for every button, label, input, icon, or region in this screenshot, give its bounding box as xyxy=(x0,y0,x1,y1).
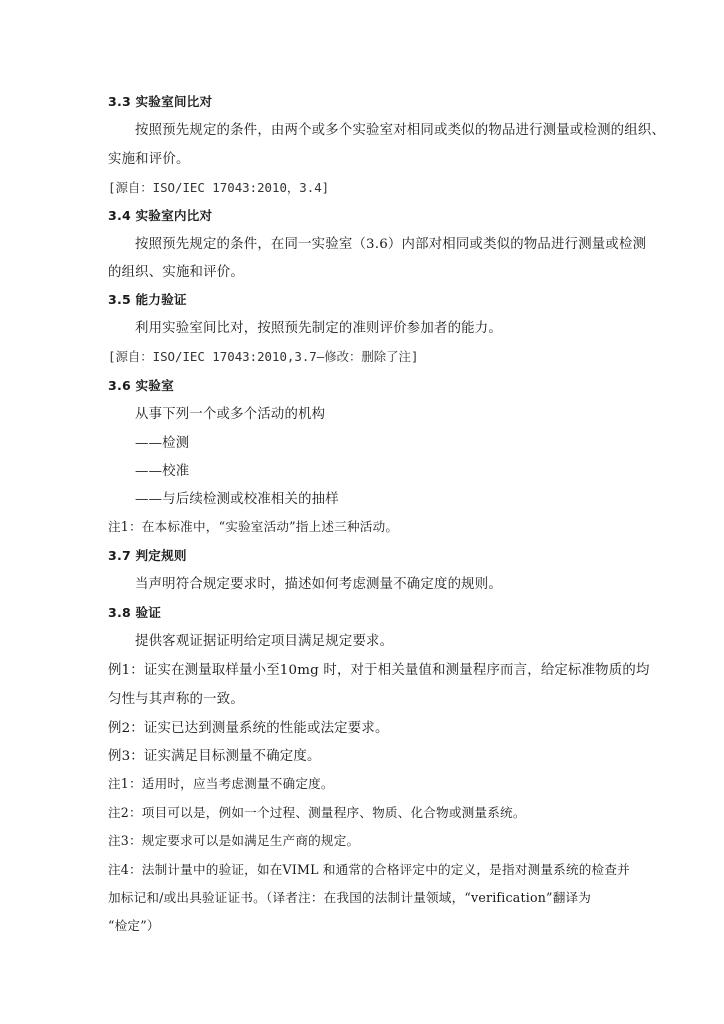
example-line: 例2：证实已达到测量系统的性能或法定要求。 xyxy=(108,721,389,736)
paragraph-line: 实施和评价。 xyxy=(108,152,190,167)
paragraph-line: 从事下列一个或多个活动的机构 xyxy=(135,407,326,422)
note-line: “检定”） xyxy=(108,918,160,933)
paragraph-line: 提供客观证据证明给定项目满足规定要求。 xyxy=(135,634,394,649)
section-heading-3-7: 3.7 判定规则 xyxy=(108,548,187,563)
source-citation: [源自：ISO/IEC 17043:2010，3.4] xyxy=(108,180,330,195)
section-heading-3-5: 3.5 能力验证 xyxy=(108,292,187,307)
list-item: ——检测 xyxy=(135,436,190,451)
note-line: 注1：适用时，应当考虑测量不确定度。 xyxy=(108,776,334,791)
paragraph-line: 按照预先规定的条件，在同一实验室（3.6）内部对相同或类似的物品进行测量或检测 xyxy=(135,237,647,252)
note-line: 注4：法制计量中的验证，如在VIML 和通常的合格评定中的定义，是指对测量系统的检查并 xyxy=(108,862,630,877)
section-heading-3-8: 3.8 验证 xyxy=(108,605,162,620)
paragraph-line: 的组织、实施和评价。 xyxy=(108,265,244,280)
list-item: ——与后续检测或校准相关的抽样 xyxy=(135,492,339,507)
note-line: 注1：在本标准中，“实验室活动”指上述三种活动。 xyxy=(108,519,399,534)
note-line: 注3：规定要求可以是如满足生产商的规定。 xyxy=(108,833,360,848)
example-line: 匀性与其声称的一致。 xyxy=(108,692,244,707)
source-citation: [源自：ISO/IEC 17043:2010,3.7—修改：删除了注] xyxy=(108,349,419,364)
section-heading-3-6: 3.6 实验室 xyxy=(108,378,174,393)
paragraph-line: 按照预先规定的条件，由两个或多个实验室对相同或类似的物品进行测量或检测的组织、 xyxy=(135,123,666,138)
example-line: 例3：证实满足目标测量不确定度。 xyxy=(108,749,321,764)
paragraph-line: 当声明符合规定要求时，描述如何考虑测量不确定度的规则。 xyxy=(135,577,502,592)
example-line: 例1：证实在测量取样量小至10mg 时，对于相关量值和测量程序而言，给定标准物质的均 xyxy=(108,663,650,678)
list-item: ——校准 xyxy=(135,464,190,479)
note-line: 加标记和/或出具验证证书。（译者注：在我国的法制计量领域，“verification”翻译为 xyxy=(108,890,592,905)
note-line: 注2：项目可以是，例如一个过程、测量程序、物质、化合物或测量系统。 xyxy=(108,805,526,820)
paragraph-line: 利用实验室间比对，按照预先制定的准则评价参加者的能力。 xyxy=(135,321,502,336)
section-heading-3-3: 3.3 实验室间比对 xyxy=(108,94,213,109)
section-heading-3-4: 3.4 实验室内比对 xyxy=(108,208,213,223)
